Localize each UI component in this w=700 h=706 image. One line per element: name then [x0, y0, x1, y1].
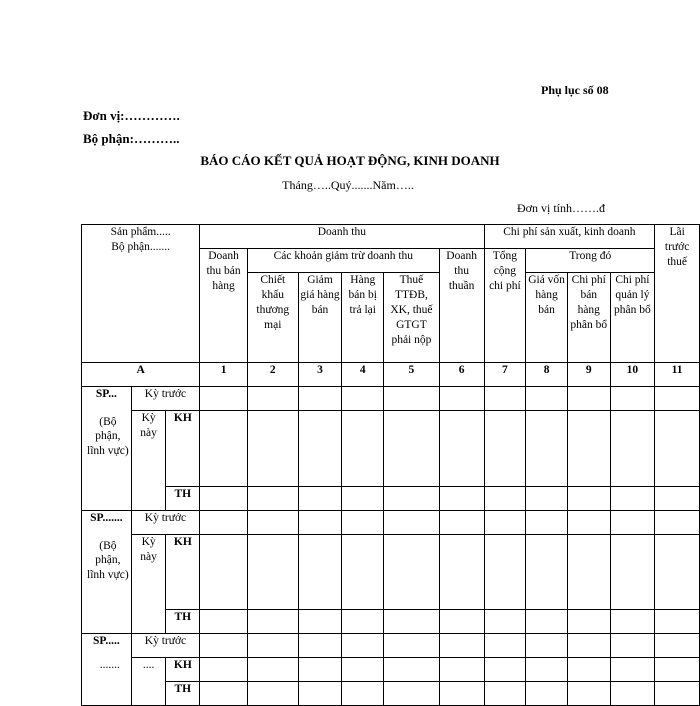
data-cell[interactable] [247, 535, 298, 610]
current-period-label: .... [131, 658, 166, 706]
data-cell[interactable] [342, 535, 384, 610]
actual-label: TH [166, 487, 200, 511]
col-profit-before-tax: Lãi trước thuế [655, 225, 700, 363]
data-cell[interactable] [342, 487, 384, 511]
data-cell[interactable] [298, 658, 342, 682]
data-cell[interactable] [298, 411, 342, 487]
data-cell[interactable] [439, 658, 484, 682]
corner-header [82, 225, 200, 363]
data-cell[interactable] [342, 610, 384, 634]
report-table [81, 224, 700, 706]
data-cell[interactable] [439, 634, 484, 658]
table-row [82, 487, 700, 511]
data-cell[interactable] [439, 511, 484, 535]
previous-period-label: Kỳ trước [131, 511, 199, 535]
data-cell[interactable] [484, 487, 526, 511]
data-cell[interactable] [298, 610, 342, 634]
data-cell[interactable] [342, 387, 384, 411]
table-row [82, 535, 700, 610]
data-cell[interactable] [439, 411, 484, 487]
index-cell: 5 [384, 363, 440, 387]
index-cell: 9 [567, 363, 610, 387]
data-cell[interactable] [384, 682, 440, 706]
col-taxes-payable: Thuế TTĐB, XK, thuế GTGT phải nộp [384, 273, 440, 363]
data-cell[interactable] [567, 535, 610, 610]
data-cell[interactable] [439, 610, 484, 634]
data-cell[interactable] [484, 634, 526, 658]
actual-label: TH [166, 682, 200, 706]
data-cell[interactable] [567, 511, 610, 535]
index-cell: 10 [610, 363, 655, 387]
data-cell[interactable] [526, 511, 568, 535]
data-cell[interactable] [567, 387, 610, 411]
data-cell[interactable] [247, 411, 298, 487]
col-sales-returns: Hàng bán bị trả lại [342, 273, 384, 363]
data-cell[interactable] [384, 411, 440, 487]
index-row [82, 363, 700, 387]
data-cell[interactable] [526, 682, 568, 706]
data-cell[interactable] [298, 682, 342, 706]
currency-unit: Đơn vị tính…….đ [517, 201, 606, 215]
data-cell[interactable] [200, 658, 248, 682]
group-revenue: Doanh thu [200, 225, 484, 249]
table-row [82, 610, 700, 634]
previous-period-label: Kỳ trước [131, 634, 199, 658]
report-period-text: Tháng…..Quý.......Năm….. [282, 178, 414, 192]
data-cell[interactable] [384, 487, 440, 511]
data-cell[interactable] [200, 535, 248, 610]
data-cell[interactable] [200, 487, 248, 511]
data-cell[interactable] [526, 634, 568, 658]
data-cell[interactable] [567, 487, 610, 511]
unit-label: Đơn vị:…………. [83, 108, 180, 123]
department-label: Bộ phận:……….. [83, 131, 180, 146]
group-costs: Chi phí sản xuất, kinh doanh [484, 225, 655, 249]
data-cell[interactable] [567, 411, 610, 487]
data-cell[interactable] [567, 610, 610, 634]
index-cell: 7 [484, 363, 526, 387]
col-cost-of-goods: Giá vốn hàng bán [526, 273, 568, 363]
data-cell[interactable] [610, 535, 655, 610]
data-cell[interactable] [484, 411, 526, 487]
col-sales-revenue: Doanh thu bán hàng [200, 249, 248, 363]
data-cell[interactable] [655, 487, 700, 511]
data-cell[interactable] [342, 682, 384, 706]
data-cell[interactable] [610, 411, 655, 487]
data-cell[interactable] [610, 610, 655, 634]
data-cell[interactable] [298, 487, 342, 511]
data-cell[interactable] [484, 658, 526, 682]
col-trade-discount: Chiết khấu thương mại [247, 273, 298, 363]
report-title-text: BÁO CÁO KẾT QUẢ HOẠT ĐỘNG, KINH DOANH [200, 153, 500, 168]
data-cell[interactable] [247, 387, 298, 411]
group-deductions: Các khoản giảm trừ doanh thu [247, 249, 439, 273]
data-cell[interactable] [200, 682, 248, 706]
data-cell[interactable] [655, 634, 700, 658]
data-cell[interactable] [567, 658, 610, 682]
appendix-number: Phụ lục số 08 [541, 83, 609, 97]
data-cell[interactable] [610, 487, 655, 511]
data-cell[interactable] [384, 634, 440, 658]
index-cell: 2 [247, 363, 298, 387]
product-label: SP... [82, 387, 132, 411]
col-admin-expense: Chi phí quản lý phân bổ [610, 273, 655, 363]
data-cell[interactable] [655, 658, 700, 682]
data-cell[interactable] [247, 634, 298, 658]
data-cell[interactable] [200, 387, 248, 411]
table-row [82, 411, 700, 487]
data-cell[interactable] [247, 610, 298, 634]
index-cell: 1 [200, 363, 248, 387]
data-cell[interactable] [384, 610, 440, 634]
data-cell[interactable] [342, 411, 384, 487]
data-cell[interactable] [200, 411, 248, 487]
data-cell[interactable] [200, 610, 248, 634]
data-cell[interactable] [655, 411, 700, 487]
col-net-revenue: Doanh thu thuần [439, 249, 484, 363]
data-cell[interactable] [655, 682, 700, 706]
plan-label: KH [166, 411, 200, 487]
data-cell[interactable] [610, 658, 655, 682]
data-cell[interactable] [439, 535, 484, 610]
data-cell[interactable] [342, 511, 384, 535]
col-sales-allowance: Giảm giá hàng bán [298, 273, 342, 363]
data-cell[interactable] [384, 511, 440, 535]
data-cell[interactable] [526, 411, 568, 487]
data-cell[interactable] [384, 658, 440, 682]
table-row [82, 658, 700, 682]
data-cell[interactable] [655, 511, 700, 535]
data-cell[interactable] [655, 535, 700, 610]
data-cell[interactable] [439, 487, 484, 511]
data-cell[interactable] [567, 682, 610, 706]
index-cell: 8 [526, 363, 568, 387]
col-selling-expense: Chi phí bán hàng phân bổ [567, 273, 610, 363]
table-row [82, 511, 700, 535]
data-cell[interactable] [342, 634, 384, 658]
data-cell[interactable] [655, 387, 700, 411]
previous-period-label: Kỳ trước [131, 387, 199, 411]
data-cell[interactable] [567, 634, 610, 658]
data-cell[interactable] [384, 387, 440, 411]
plan-label: KH [166, 535, 200, 610]
data-cell[interactable] [298, 535, 342, 610]
current-period-label: Kỳ này [131, 411, 166, 511]
index-cell: 3 [298, 363, 342, 387]
index-cell: 11 [655, 363, 700, 387]
data-cell[interactable] [484, 511, 526, 535]
data-cell[interactable] [342, 658, 384, 682]
group-of-which: Trong đó [526, 249, 655, 273]
table-row [82, 634, 700, 658]
data-cell[interactable] [384, 535, 440, 610]
data-cell[interactable] [298, 387, 342, 411]
data-cell[interactable] [484, 387, 526, 411]
data-cell[interactable] [526, 658, 568, 682]
data-cell[interactable] [247, 487, 298, 511]
index-cell: 6 [439, 363, 484, 387]
data-cell[interactable] [484, 682, 526, 706]
data-cell[interactable] [526, 535, 568, 610]
data-cell[interactable] [298, 511, 342, 535]
report-title [0, 153, 700, 169]
department-sector-label: ....... [82, 658, 132, 706]
data-cell[interactable] [484, 535, 526, 610]
data-cell[interactable] [526, 487, 568, 511]
table-row [82, 387, 700, 411]
current-period-label: Kỳ này [131, 535, 166, 634]
data-cell[interactable] [298, 634, 342, 658]
data-cell[interactable] [247, 682, 298, 706]
corner-department: Bộ phận....... [111, 240, 170, 253]
data-cell[interactable] [484, 610, 526, 634]
table-row [82, 682, 700, 706]
data-cell[interactable] [200, 634, 248, 658]
data-cell[interactable] [439, 387, 484, 411]
data-cell[interactable] [526, 610, 568, 634]
data-cell[interactable] [526, 387, 568, 411]
data-cell[interactable] [610, 387, 655, 411]
product-label: SP..... [82, 634, 132, 658]
corner-product: Sản phẩm..... [110, 226, 171, 238]
index-cell: 4 [342, 363, 384, 387]
index-cell: A [82, 363, 200, 387]
actual-label: TH [166, 610, 200, 634]
department-sector-label: (Bộ phận, lĩnh vực) [82, 535, 132, 634]
department-sector-label: (Bộ phận, lĩnh vực) [82, 411, 132, 511]
report-period [0, 178, 700, 193]
data-cell[interactable] [247, 511, 298, 535]
col-total-costs: Tổng cộng chi phí [484, 249, 526, 363]
data-cell[interactable] [439, 682, 484, 706]
data-cell[interactable] [247, 658, 298, 682]
data-cell[interactable] [610, 682, 655, 706]
data-cell[interactable] [610, 511, 655, 535]
data-cell[interactable] [200, 511, 248, 535]
data-cell[interactable] [610, 634, 655, 658]
plan-label: KH [166, 658, 200, 682]
data-cell[interactable] [655, 610, 700, 634]
product-label: SP....... [82, 511, 132, 535]
